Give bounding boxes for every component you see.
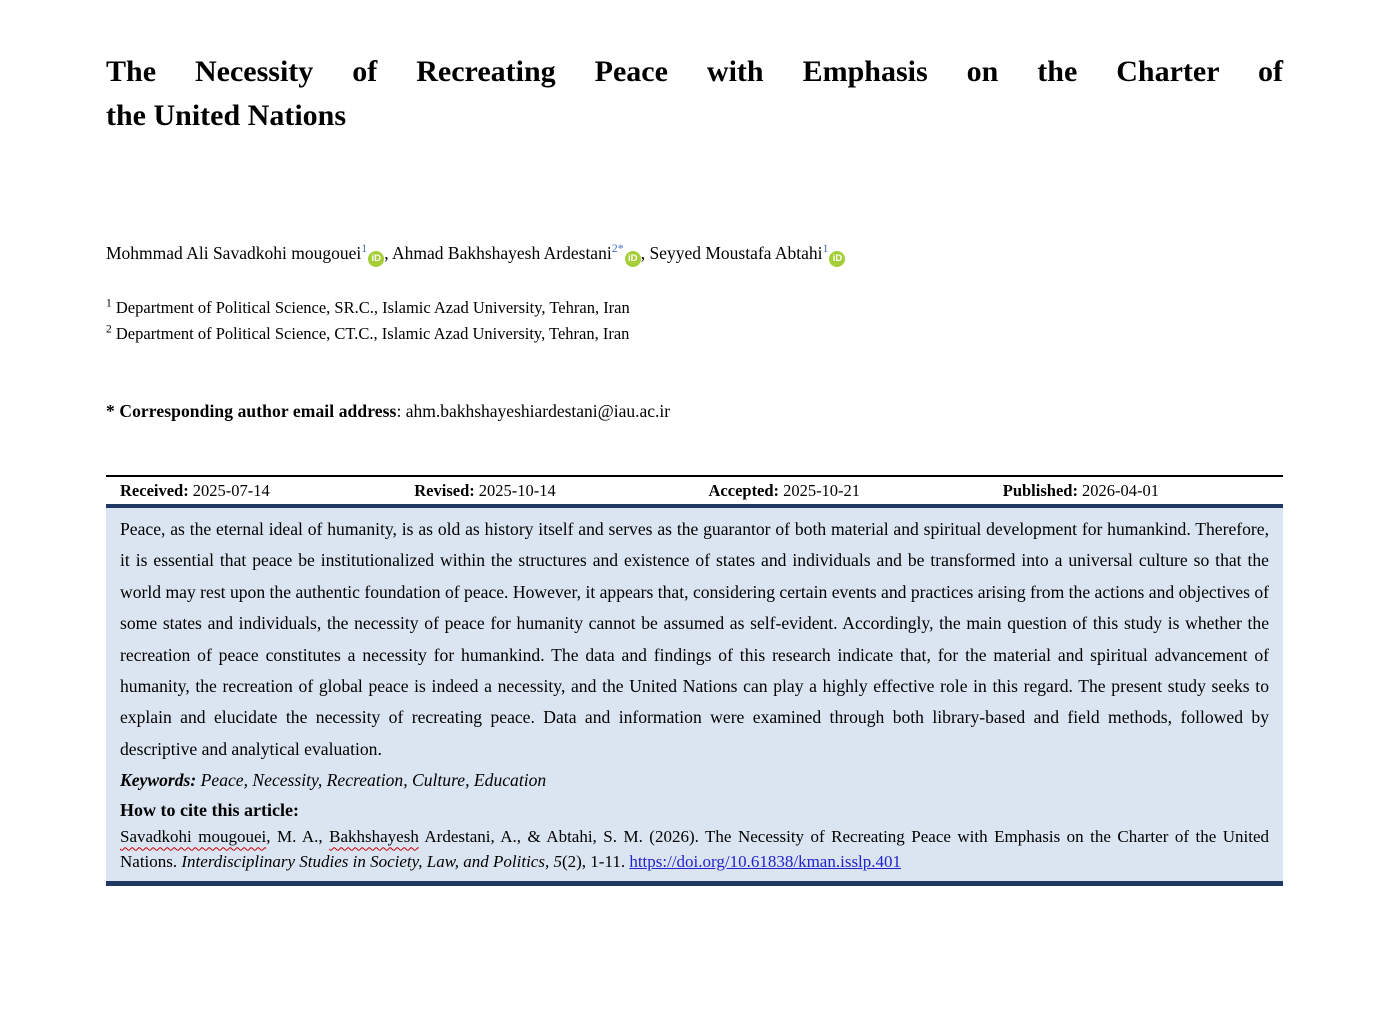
author-line bbox=[106, 240, 1283, 267]
paper-title-line2: the United Nations bbox=[106, 99, 347, 132]
dates-row bbox=[106, 475, 1283, 504]
citation-segment: (2), 1-11. bbox=[561, 851, 630, 871]
date-value: 2025-07-14 bbox=[192, 481, 270, 500]
keywords-value: Peace, Necessity, Recreation, Culture, Education bbox=[196, 770, 547, 791]
date-label: Received: bbox=[120, 481, 189, 500]
abstract-text: Peace, as the eternal ideal of humanity, is as old as history itself and serves as the guarantor of both material and spiritual development for humankind. Therefore, it is essential that peace be institutionalized within the structures and existence of states and individuals and be transformed into a universal culture so that the world may rest upon the authentic foundation of peace. However, it appears that, considering certain events and practices arising from the actions and objectives of some states and individuals, the necessity of peace for humanity cannot be assumed as self-evident. Accordingly, the main question of this study is whether the recreation of peace constitutes a necessity for humankind. The data and findings of this research indicate that, for the material and spiritual advancement of humanity, the recreation of global peace is indeed a necessity, and the United Nations can play a highly effective role in this regard. The present study seeks to explain and elucidate the necessity of recreating peace. Data and information were examined through both library-based and field methods, followed by descriptive and analytical evaluation. bbox=[120, 519, 1269, 759]
citation-segment: Ardestani, A., & Abtahi, S. M. (2026). The Necessity of Recreating Peace with Emphasis on the Charter of the United Nations. bbox=[120, 827, 1269, 871]
author-superscript: 1 bbox=[361, 241, 368, 256]
corresponding-author-email: ahm.bakhshayeshiardestani@iau.ac.ir bbox=[405, 401, 671, 421]
date-cell bbox=[695, 481, 989, 501]
citation-segment: Interdisciplinary Studies in Society, Law, and Politics, 5 bbox=[181, 851, 562, 871]
keywords-line bbox=[120, 765, 1269, 795]
date-cell bbox=[400, 481, 694, 501]
doi-link[interactable]: https://doi.org/10.61838/kman.isslp.401 bbox=[629, 851, 902, 871]
orcid-icon[interactable]: iD bbox=[368, 251, 384, 267]
affiliation-superscript: 2 bbox=[106, 323, 112, 335]
affiliation-text: Department of Political Science, SR.C., Islamic Azad University, Tehran, Iran bbox=[111, 298, 630, 317]
affiliation-row bbox=[106, 295, 1283, 321]
how-to-cite-heading: How to cite this article: bbox=[120, 800, 299, 821]
corresponding-author-line bbox=[106, 398, 1283, 424]
author-name: Ahmad Bakhshayesh Ardestani bbox=[392, 243, 612, 263]
date-label: Published: bbox=[1002, 481, 1078, 500]
author-name: Seyyed Moustafa Abtahi bbox=[649, 243, 823, 263]
author-name: Mohmmad Ali Savadkohi mougouei bbox=[106, 243, 362, 263]
orcid-icon[interactable]: iD bbox=[625, 251, 641, 267]
date-value: 2026-04-01 bbox=[1081, 481, 1159, 500]
corresponding-author-separator: : bbox=[396, 401, 406, 421]
keywords-label: Keywords: bbox=[120, 770, 197, 791]
date-cell bbox=[989, 481, 1283, 501]
date-label: Revised: bbox=[414, 481, 475, 500]
author-superscript: 2* bbox=[611, 241, 624, 256]
corresponding-author-label: * Corresponding author email address bbox=[106, 401, 397, 421]
author-separator: , bbox=[640, 243, 650, 263]
paper-title-line1: The Necessity of Recreating Peace with Emphasis on the Charter of bbox=[106, 55, 1283, 88]
paper-title bbox=[106, 50, 1283, 138]
author-separator: , bbox=[384, 243, 392, 263]
date-value: 2025-10-21 bbox=[783, 481, 861, 500]
date-label: Accepted: bbox=[708, 481, 780, 500]
date-value: 2025-10-14 bbox=[478, 481, 556, 500]
affiliation-text: Department of Political Science, CT.C., Islamic Azad University, Tehran, Iran bbox=[111, 323, 630, 343]
citation-segment: , M. A., bbox=[266, 827, 330, 847]
affiliations bbox=[106, 295, 1283, 346]
citation-segment: Savadkohi mougouei bbox=[120, 827, 267, 847]
affiliation-row bbox=[106, 321, 1283, 347]
citation-paragraph bbox=[120, 825, 1269, 874]
affiliation-superscript: 1 bbox=[106, 297, 112, 310]
abstract-box bbox=[106, 504, 1283, 886]
orcid-icon[interactable]: iD bbox=[829, 251, 845, 267]
citation-segment: Bakhshayesh bbox=[329, 827, 419, 847]
author-superscript: 1 bbox=[822, 241, 829, 256]
date-cell bbox=[106, 481, 400, 501]
